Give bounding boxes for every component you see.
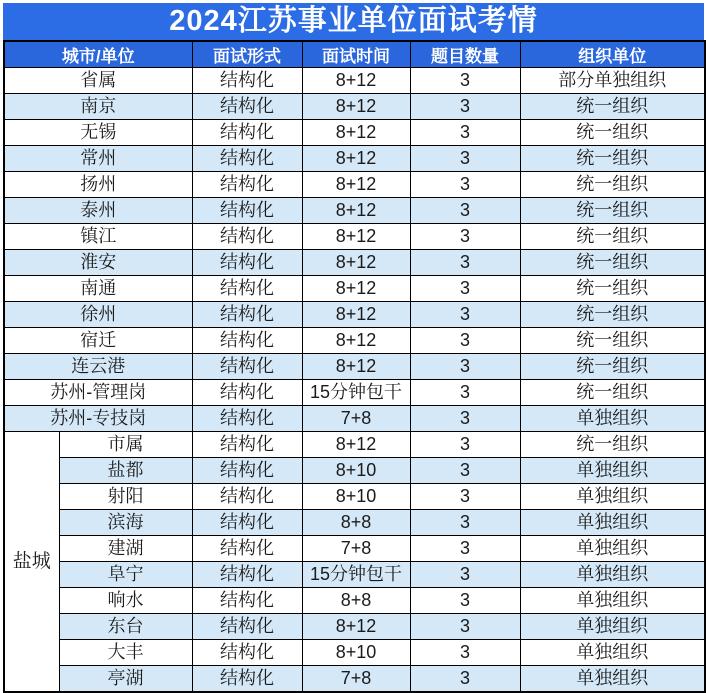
- time-cell: 8+8: [302, 588, 410, 614]
- column-header-org: 组织单位: [520, 41, 705, 68]
- org-cell: 统一组织: [520, 146, 705, 172]
- form-cell: 结构化: [192, 250, 302, 276]
- count-cell: 3: [410, 146, 520, 172]
- table-row: [4, 536, 705, 562]
- city-cell: 东台: [59, 614, 192, 640]
- time-cell: 8+12: [302, 146, 410, 172]
- count-cell: 3: [410, 94, 520, 120]
- table-row: [4, 172, 705, 198]
- city-cell: 大丰: [59, 640, 192, 666]
- count-cell: 3: [410, 120, 520, 146]
- count-cell: 3: [410, 562, 520, 588]
- count-cell: 3: [410, 432, 520, 458]
- count-cell: 3: [410, 484, 520, 510]
- time-cell: 7+8: [302, 666, 410, 693]
- org-cell: 统一组织: [520, 94, 705, 120]
- city-cell: 苏州-专技岗: [4, 406, 192, 432]
- city-cell: 射阳: [59, 484, 192, 510]
- time-cell: 15分钟包干: [302, 380, 410, 406]
- form-cell: 结构化: [192, 562, 302, 588]
- table-row: [4, 94, 705, 120]
- table-row: [4, 120, 705, 146]
- form-cell: 结构化: [192, 484, 302, 510]
- form-cell: 结构化: [192, 328, 302, 354]
- form-cell: 结构化: [192, 172, 302, 198]
- org-cell: 统一组织: [520, 172, 705, 198]
- city-cell: 常州: [4, 146, 192, 172]
- count-cell: 3: [410, 172, 520, 198]
- form-cell: 结构化: [192, 406, 302, 432]
- count-cell: 3: [410, 458, 520, 484]
- form-cell: 结构化: [192, 588, 302, 614]
- org-cell: 部分单独组织: [520, 68, 705, 94]
- column-header-form: 面试形式: [192, 41, 302, 68]
- org-cell: 单独组织: [520, 640, 705, 666]
- count-cell: 3: [410, 198, 520, 224]
- table-row: [4, 406, 705, 432]
- count-cell: 3: [410, 536, 520, 562]
- count-cell: 3: [410, 328, 520, 354]
- time-cell: 8+12: [302, 68, 410, 94]
- time-cell: 8+12: [302, 120, 410, 146]
- org-cell: 单独组织: [520, 536, 705, 562]
- form-cell: 结构化: [192, 146, 302, 172]
- org-cell: 单独组织: [520, 666, 705, 693]
- city-cell: 徐州: [4, 302, 192, 328]
- time-cell: 8+12: [302, 94, 410, 120]
- table-row: [4, 198, 705, 224]
- interview-table: [3, 40, 706, 693]
- city-cell: 响水: [59, 588, 192, 614]
- org-cell: 统一组织: [520, 380, 705, 406]
- count-cell: 3: [410, 588, 520, 614]
- count-cell: 3: [410, 224, 520, 250]
- count-cell: 3: [410, 302, 520, 328]
- org-cell: 统一组织: [520, 354, 705, 380]
- form-cell: 结构化: [192, 198, 302, 224]
- city-cell: 盐都: [59, 458, 192, 484]
- table-row: [4, 146, 705, 172]
- city-cell: 宿迁: [4, 328, 192, 354]
- time-cell: 8+12: [302, 614, 410, 640]
- city-cell: 淮安: [4, 250, 192, 276]
- city-cell: 扬州: [4, 172, 192, 198]
- form-cell: 结构化: [192, 536, 302, 562]
- time-cell: 8+8: [302, 510, 410, 536]
- time-cell: 8+12: [302, 354, 410, 380]
- time-cell: 8+12: [302, 198, 410, 224]
- city-cell: 亭湖: [59, 666, 192, 693]
- org-cell: 单独组织: [520, 406, 705, 432]
- table-row: [4, 354, 705, 380]
- count-cell: 3: [410, 276, 520, 302]
- column-header-city: 城市/单位: [4, 41, 192, 68]
- time-cell: 8+12: [302, 172, 410, 198]
- count-cell: 3: [410, 406, 520, 432]
- table-row: [4, 224, 705, 250]
- table-row: [4, 640, 705, 666]
- form-cell: 结构化: [192, 68, 302, 94]
- form-cell: 结构化: [192, 354, 302, 380]
- column-header-time: 面试时间: [302, 41, 410, 68]
- table-body: [4, 68, 705, 693]
- time-cell: 8+10: [302, 458, 410, 484]
- time-cell: 7+8: [302, 406, 410, 432]
- org-cell: 单独组织: [520, 588, 705, 614]
- time-cell: 7+8: [302, 536, 410, 562]
- time-cell: 8+12: [302, 432, 410, 458]
- table-row: [4, 380, 705, 406]
- form-cell: 结构化: [192, 276, 302, 302]
- form-cell: 结构化: [192, 94, 302, 120]
- city-cell: 镇江: [4, 224, 192, 250]
- form-cell: 结构化: [192, 380, 302, 406]
- count-cell: 3: [410, 510, 520, 536]
- table-row: [4, 302, 705, 328]
- time-cell: 8+12: [302, 224, 410, 250]
- org-cell: 统一组织: [520, 250, 705, 276]
- form-cell: 结构化: [192, 458, 302, 484]
- org-cell: 统一组织: [520, 224, 705, 250]
- table-row: [4, 562, 705, 588]
- city-cell: 建湖: [59, 536, 192, 562]
- table-row: [4, 510, 705, 536]
- column-header-count: 题目数量: [410, 41, 520, 68]
- city-cell: 泰州: [4, 198, 192, 224]
- org-cell: 单独组织: [520, 562, 705, 588]
- org-cell: 单独组织: [520, 484, 705, 510]
- form-cell: 结构化: [192, 120, 302, 146]
- table-row: [4, 666, 705, 693]
- org-cell: 统一组织: [520, 328, 705, 354]
- time-cell: 8+10: [302, 484, 410, 510]
- count-cell: 3: [410, 380, 520, 406]
- org-cell: 统一组织: [520, 198, 705, 224]
- count-cell: 3: [410, 250, 520, 276]
- org-cell: 单独组织: [520, 614, 705, 640]
- form-cell: 结构化: [192, 614, 302, 640]
- table-row: [4, 68, 705, 94]
- time-cell: 8+10: [302, 640, 410, 666]
- city-cell: 滨海: [59, 510, 192, 536]
- city-cell: 省属: [4, 68, 192, 94]
- form-cell: 结构化: [192, 302, 302, 328]
- table-row: [4, 458, 705, 484]
- org-cell: 统一组织: [520, 276, 705, 302]
- time-cell: 8+12: [302, 250, 410, 276]
- city-cell: 连云港: [4, 354, 192, 380]
- org-cell: 统一组织: [520, 302, 705, 328]
- city-cell: 南京: [4, 94, 192, 120]
- org-cell: 统一组织: [520, 120, 705, 146]
- count-cell: 3: [410, 666, 520, 693]
- table-row: [4, 614, 705, 640]
- form-cell: 结构化: [192, 432, 302, 458]
- time-cell: 8+12: [302, 276, 410, 302]
- table-row: [4, 276, 705, 302]
- table-row: [4, 250, 705, 276]
- org-cell: 统一组织: [520, 432, 705, 458]
- table-row: [4, 432, 705, 458]
- time-cell: 15分钟包干: [302, 562, 410, 588]
- count-cell: 3: [410, 640, 520, 666]
- time-cell: 8+12: [302, 302, 410, 328]
- group-cell: 盐城: [4, 432, 59, 693]
- table-row: [4, 328, 705, 354]
- form-cell: 结构化: [192, 640, 302, 666]
- time-cell: 8+12: [302, 328, 410, 354]
- org-cell: 单独组织: [520, 458, 705, 484]
- city-cell: 无锡: [4, 120, 192, 146]
- form-cell: 结构化: [192, 510, 302, 536]
- city-cell: 南通: [4, 276, 192, 302]
- org-cell: 单独组织: [520, 510, 705, 536]
- table-row: [4, 588, 705, 614]
- city-cell: 市属: [59, 432, 192, 458]
- header-row: [4, 41, 705, 68]
- count-cell: 3: [410, 614, 520, 640]
- table-row: [4, 484, 705, 510]
- city-cell: 苏州-管理岗: [4, 380, 192, 406]
- form-cell: 结构化: [192, 224, 302, 250]
- form-cell: 结构化: [192, 666, 302, 693]
- city-cell: 阜宁: [59, 562, 192, 588]
- page-title: 2024江苏事业单位面试考情: [3, 3, 704, 40]
- count-cell: 3: [410, 68, 520, 94]
- count-cell: 3: [410, 354, 520, 380]
